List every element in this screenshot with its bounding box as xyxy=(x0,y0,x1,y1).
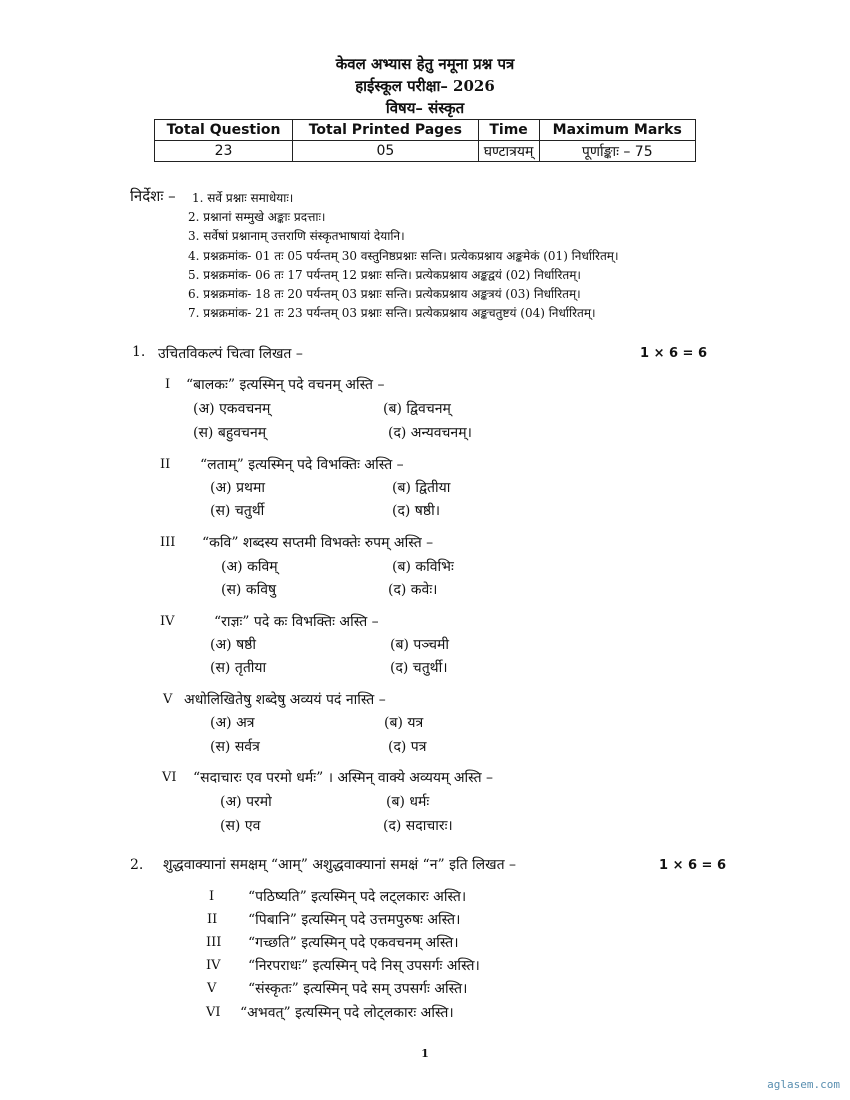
q2-item-text: “पठिष्यति” इत्यस्मिन् पदे लट्लकारः अस्ति। xyxy=(248,889,467,905)
table-value-row xyxy=(155,141,696,162)
instruction-item: 2. प्रश्नानां सम्मुखे अङ्काः प्रदत्ताः। xyxy=(188,210,326,224)
option-c: (स) तृतीया xyxy=(210,660,267,676)
option-a: (अ) अत्र xyxy=(210,715,255,731)
option-a: (अ) कविम् xyxy=(221,559,278,575)
exam-title-line2: हाईस्कूल परीक्षा– 2026 xyxy=(355,77,495,95)
q2-text: शुद्धवाक्यानां समक्षम् “आम्” अशुद्धवाक्यानां समक्षं “न” इति लिखत – xyxy=(163,857,517,873)
q1-sub-number: V xyxy=(163,692,173,707)
q2-item-number: V xyxy=(207,981,217,996)
instruction-item: 4. प्रश्नक्रमांक- 01 तः 05 पर्यन्तम् 30 वस्तुनिष्ठप्रश्नाः सन्ति। प्रत्येकप्रश्नाय अङ्कमेकं (01) निर्धारितम्। xyxy=(188,249,619,263)
q1-sub-number: IV xyxy=(160,614,175,629)
instruction-item: 7. प्रश्नक्रमांक- 21 तः 23 पर्यन्तम् 03 प्रश्नाः सन्ति। प्रत्येकप्रश्नाय अङ्कचतुष्टयं (04) निर्धारितम्। xyxy=(188,306,596,320)
value-total-question: 23 xyxy=(155,141,293,162)
exam-info-table xyxy=(154,119,696,162)
instruction-item: 5. प्रश्नक्रमांक- 06 तः 17 पर्यन्तम् 12 प्रश्नाः सन्ति। प्रत्येकप्रश्नाय अङ्कद्वयं (02) निर्धारितम्। xyxy=(188,268,581,282)
subject-line: विषय– संस्कृत xyxy=(385,99,465,117)
q1-sub-number: II xyxy=(160,457,171,472)
value-time: घण्टात्रयम् xyxy=(478,141,539,162)
value-max-marks: पूर्णाङ्काः – 75 xyxy=(539,141,695,162)
q2-item-text: “निरपराधः” इत्यस्मिन् पदे निस् उपसर्गः अस्ति। xyxy=(248,958,480,974)
option-a: (अ) परमो xyxy=(220,794,272,810)
q1-sub-number: III xyxy=(160,535,176,550)
header-max-marks: Maximum Marks xyxy=(539,120,695,141)
header-total-pages: Total Printed Pages xyxy=(293,120,479,141)
option-b: (ब) यत्र xyxy=(384,715,424,731)
q1-sub-text: “सदाचारः एव परमो धर्मः” । अस्मिन् वाक्ये अव्ययम् अस्ति – xyxy=(193,770,494,786)
q1-sub-number: VI xyxy=(162,770,177,785)
option-b: (ब) धर्मः xyxy=(386,794,430,810)
q1-marks: 1 × 6 = 6 xyxy=(640,346,708,361)
exam-title-line1: केवल अभ्यास हेतु नमूना प्रश्न पत्र xyxy=(335,55,515,73)
option-a: (अ) षष्ठी xyxy=(210,637,257,653)
instruction-item: 3. सर्वेषां प्रश्नानाम् उत्तराणि संस्कृतभाषायां देयानि। xyxy=(188,229,405,243)
value-total-pages: 05 xyxy=(293,141,479,162)
option-b: (ब) पञ्चमी xyxy=(390,637,450,653)
option-d: (द) पत्र xyxy=(388,739,427,755)
instruction-item: 1. सर्वे प्रश्नाः समाधेयाः। xyxy=(192,191,294,205)
instruction-item: 6. प्रश्नक्रमांक- 18 तः 20 पर्यन्तम् 03 प्रश्नाः सन्ति। प्रत्येकप्रश्नाय अङ्कत्रयं (03) निर्धारितम्। xyxy=(188,287,581,301)
q2-item-text: “गच्छति” इत्यस्मिन् पदे एकवचनम् अस्ति। xyxy=(248,935,459,951)
option-b: (ब) द्विवचनम् xyxy=(383,401,451,417)
q1-sub-number: I xyxy=(165,377,171,392)
option-d: (द) कवेः। xyxy=(388,582,438,598)
page-number: 1 xyxy=(421,1047,429,1060)
watermark: aglasem.com xyxy=(767,1078,840,1091)
option-c: (स) चतुर्थी xyxy=(210,503,265,519)
q1-number: 1. xyxy=(132,344,146,360)
q2-item-text: “अभवत्” इत्यस्मिन् पदे लोट्लकारः अस्ति। xyxy=(240,1005,454,1021)
option-a: (अ) प्रथमा xyxy=(210,480,265,496)
q2-item-text: “पिबानि” इत्यस्मिन् पदे उत्तमपुरुषः अस्ति। xyxy=(248,912,461,928)
q1-text: उचितविकल्पं चित्वा लिखत – xyxy=(158,346,303,362)
q2-marks: 1 × 6 = 6 xyxy=(659,858,727,873)
option-d: (द) सदाचारः। xyxy=(383,818,453,834)
option-d: (द) अन्यवचनम्। xyxy=(388,425,472,441)
q2-item-number: VI xyxy=(206,1005,221,1020)
q2-number: 2. xyxy=(130,857,144,873)
q2-item-number: I xyxy=(209,889,215,904)
q2-item-number: III xyxy=(206,935,222,950)
q2-item-number: II xyxy=(207,912,218,927)
q2-item-number: IV xyxy=(206,958,221,973)
option-d: (द) चतुर्थी। xyxy=(390,660,448,676)
q2-item-text: “संस्कृतः” इत्यस्मिन् पदे सम् उपसर्गः अस्ति। xyxy=(248,981,468,997)
q1-sub-text: अधोलिखितेषु शब्देषु अव्ययं पदं नास्ति – xyxy=(184,692,386,708)
instructions-label: निर्देशः – xyxy=(130,187,176,205)
option-a: (अ) एकवचनम् xyxy=(193,401,271,417)
option-c: (स) बहुवचनम् xyxy=(193,425,267,441)
option-b: (ब) द्वितीया xyxy=(392,480,451,496)
header-total-question: Total Question xyxy=(155,120,293,141)
header-time: Time xyxy=(478,120,539,141)
option-c: (स) कविषु xyxy=(221,582,277,598)
q1-sub-text: “राज्ञः” पदे कः विभक्तिः अस्ति – xyxy=(214,614,379,630)
option-b: (ब) कविभिः xyxy=(392,559,454,575)
q1-sub-text: “लताम्” इत्यस्मिन् पदे विभक्तिः अस्ति – xyxy=(200,457,404,473)
table-header-row xyxy=(155,120,696,141)
option-c: (स) सर्वत्र xyxy=(210,739,260,755)
option-c: (स) एव xyxy=(220,818,261,834)
option-d: (द) षष्ठी। xyxy=(392,503,441,519)
q1-sub-text: “कवि” शब्दस्य सप्तमी विभक्तेः रुपम् अस्ति – xyxy=(202,535,434,551)
q1-sub-text: “बालकः” इत्यस्मिन् पदे वचनम् अस्ति – xyxy=(186,377,385,393)
